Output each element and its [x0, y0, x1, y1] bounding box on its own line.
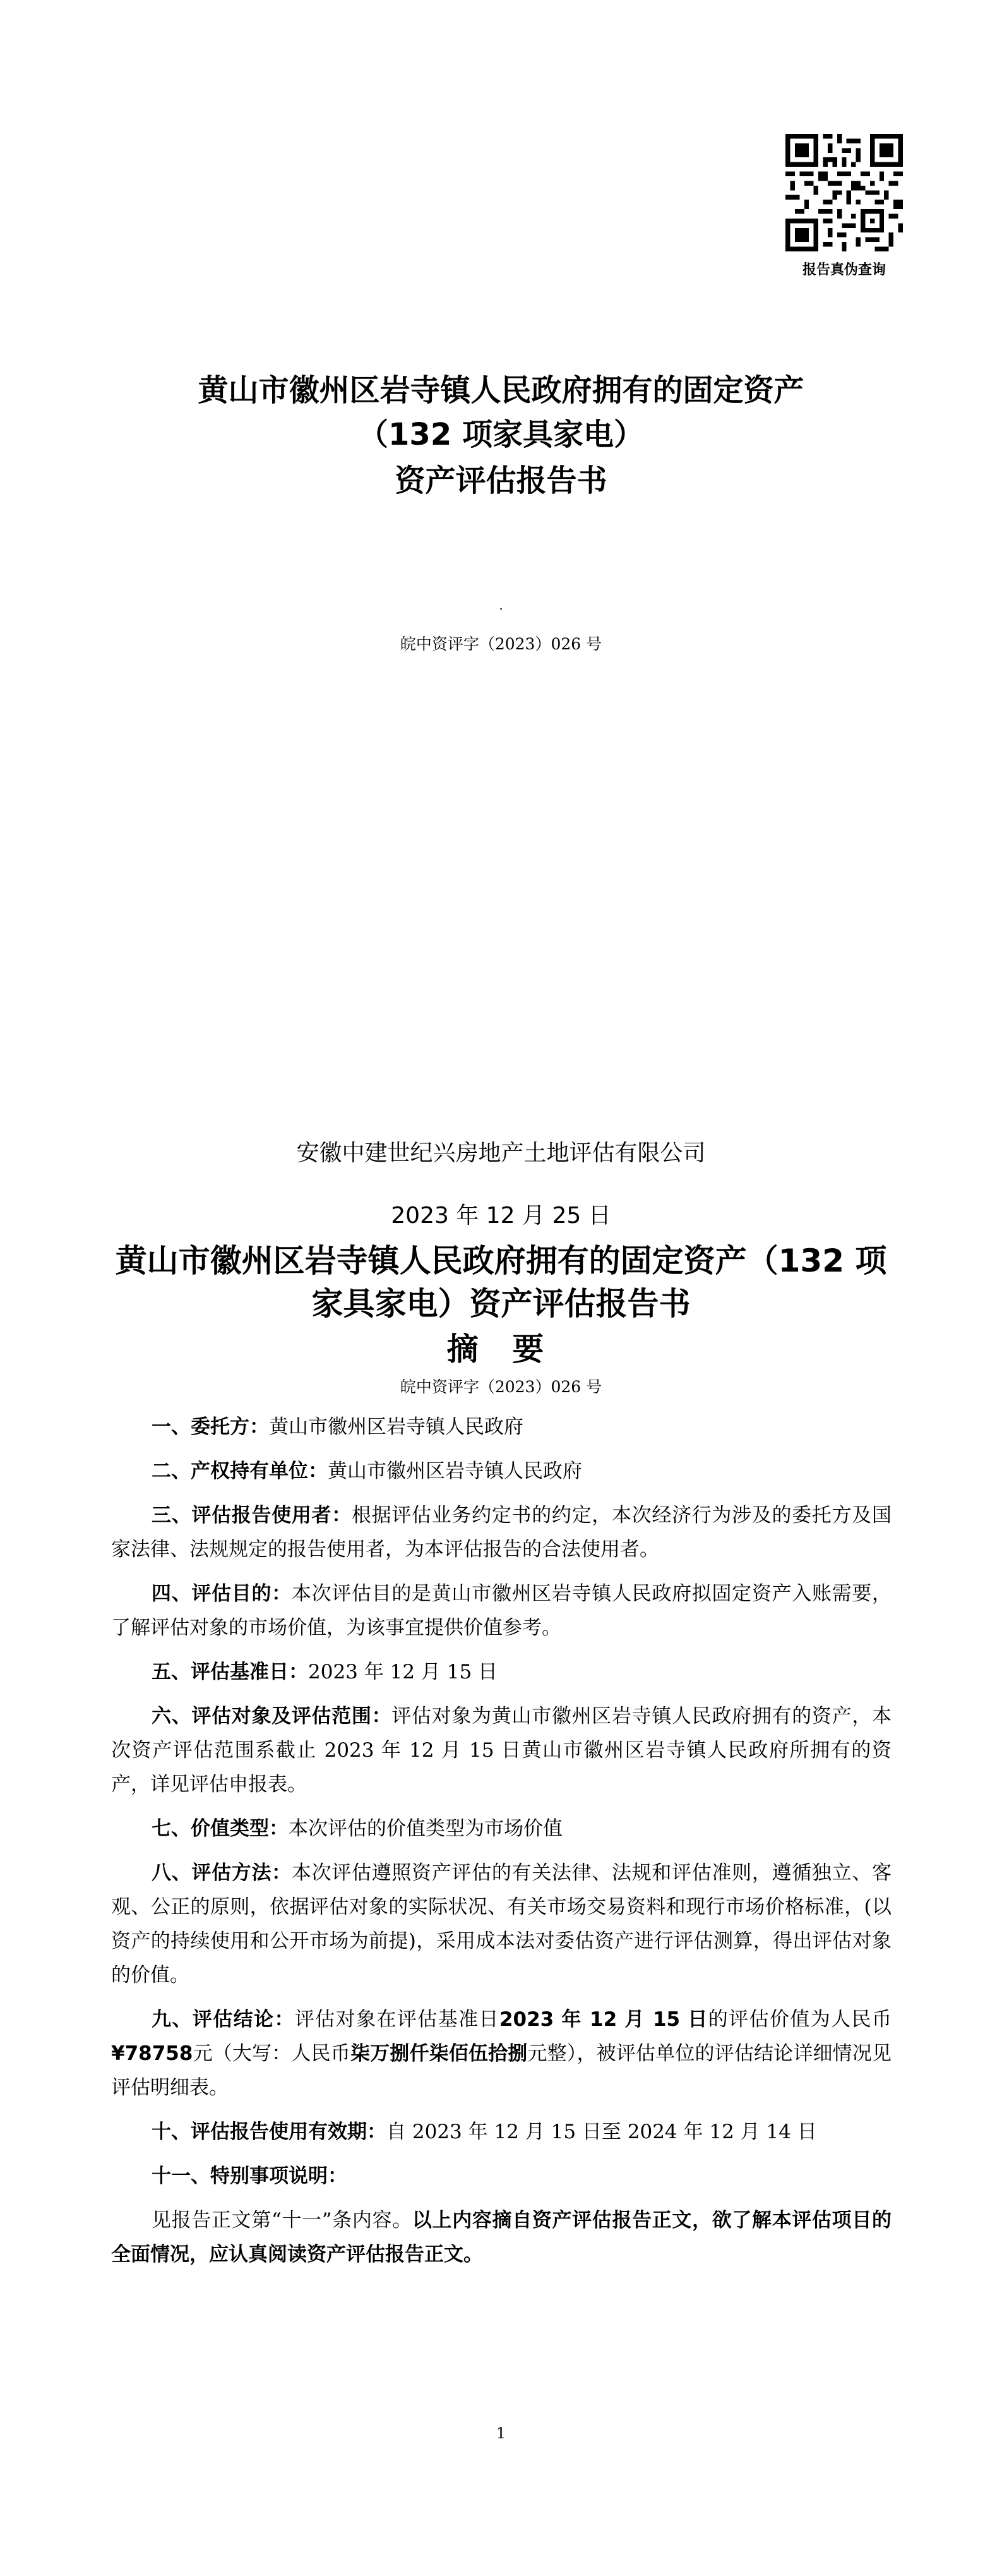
summary-item-users — [111, 1498, 892, 1567]
closing-bold-text: 以上内容摘自资产评估报告正文，欲了解本评估项目的全面情况，应认真阅读资产评估报告正文。 — [111, 2209, 892, 2266]
summary-item-owner — [111, 1454, 892, 1488]
conclusion-date: 2023 年 12 月 15 日 — [499, 2008, 708, 2031]
summary-item-method — [111, 1856, 892, 1992]
item-text: 本次评估目的是黄山市徽州区岩寺镇人民政府拟固定资产入账需要，了解评估对象的市场价值，为该事宜提供价值参考。 — [111, 1582, 892, 1639]
item-text: 自 2023 年 12 月 15 日至 2024 年 12 月 14 日 — [386, 2121, 817, 2143]
item-label: 四、评估目的： — [152, 1582, 292, 1605]
conclusion-amount-words: 柒万捌仟柒佰伍拾捌 — [350, 2042, 528, 2065]
qr-caption: 报告真伪查询 — [802, 262, 886, 278]
item-label: 八、评估方法： — [152, 1862, 292, 1884]
summary-item-value-type — [111, 1812, 892, 1846]
item-label: 六、评估对象及评估范围： — [152, 1705, 392, 1728]
item-label: 十一、特别事项说明： — [152, 2165, 347, 2188]
summary-item-special-notes — [111, 2159, 892, 2193]
summary-item-conclusion — [111, 2002, 892, 2105]
summary-document-number: 皖中资评字（2023）026 号 — [400, 1378, 602, 1396]
item-text: 黄山市徽州区岩寺镇人民政府 — [269, 1416, 523, 1438]
item-label: 五、评估基准日： — [152, 1661, 308, 1683]
cover-title-line-3: 资产评估报告书 — [395, 463, 607, 498]
summary-heading: 摘 要 — [446, 1331, 556, 1368]
cover-document-number: 皖中资评字（2023）026 号 — [400, 635, 602, 653]
cover-title-line-1: 黄山市徽州区岩寺镇人民政府拥有的固定资产 — [198, 373, 804, 408]
summary-closing — [111, 2203, 892, 2272]
page-number: 1 — [496, 2424, 506, 2442]
company-name: 安徽中建世纪兴房地产土地评估有限公司 — [296, 1140, 706, 1166]
item-text: 元整），被评估单位的评估结论详细情况见评估明细表。 — [111, 2042, 892, 2099]
item-label: 十、评估报告使用有效期： — [152, 2121, 386, 2143]
item-label: 二、产权持有单位： — [152, 1460, 328, 1483]
item-text: 本次评估的价值类型为市场价值 — [289, 1817, 563, 1840]
summary-item-client — [111, 1410, 892, 1444]
item-label: 三、评估报告使用者： — [152, 1504, 352, 1527]
cover-title-line-2: （132 项家具家电） — [358, 417, 644, 452]
item-label: 七、价值类型： — [152, 1817, 289, 1840]
cover-dot: . — [499, 598, 503, 613]
summary-item-base-date — [111, 1655, 892, 1689]
summary-item-purpose — [111, 1577, 892, 1645]
item-text: 评估对象在评估基准日 — [294, 2008, 499, 2031]
item-label: 一、委托方： — [152, 1416, 269, 1438]
summary-items — [111, 1410, 892, 2282]
item-text: 根据评估业务约定书的约定，本次经济行为涉及的委托方及国家法律、法规规定的报告使用者，为本评估报告的合法使用者。 — [111, 1504, 892, 1561]
item-label: 九、评估结论： — [152, 2008, 295, 2031]
report-date: 2023 年 12 月 25 日 — [391, 1203, 611, 1229]
item-text: 2023 年 12 月 15 日 — [308, 1661, 498, 1683]
summary-item-validity — [111, 2115, 892, 2149]
item-text: 评估对象为黄山市徽州区岩寺镇人民政府拥有的资产，本次资产评估范围系截止 2023 年 12 月 15 日黄山市徽州区岩寺镇人民政府所拥有的资产，详见评估申报表。 — [111, 1705, 892, 1796]
summary-item-scope — [111, 1699, 892, 1802]
closing-text: 见报告正文第“十一”条内容。 — [152, 2209, 412, 2232]
conclusion-amount: ¥78758 — [111, 2042, 193, 2065]
item-text: 的评估价值为人民币 — [708, 2008, 892, 2031]
item-text: 黄山市徽州区岩寺镇人民政府 — [328, 1460, 582, 1483]
qr-code-image — [785, 134, 903, 251]
item-text: 元（大写：人民币 — [193, 2042, 350, 2065]
item-text: 本次评估遵照资产评估的有关法律、法规和评估准则，遵循独立、客观、公正的原则，依据评估对象的实际状况、有关市场交易资料和现行市场价格标准，(以资产的持续使用和公开市场为前提)，采用成本法对委估资产进行评估测算，得出评估对象的价值。 — [111, 1862, 892, 1987]
summary-title: 黄山市徽州区岩寺镇人民政府拥有的固定资产（132 项家具家电）资产评估报告书 — [115, 1243, 887, 1322]
